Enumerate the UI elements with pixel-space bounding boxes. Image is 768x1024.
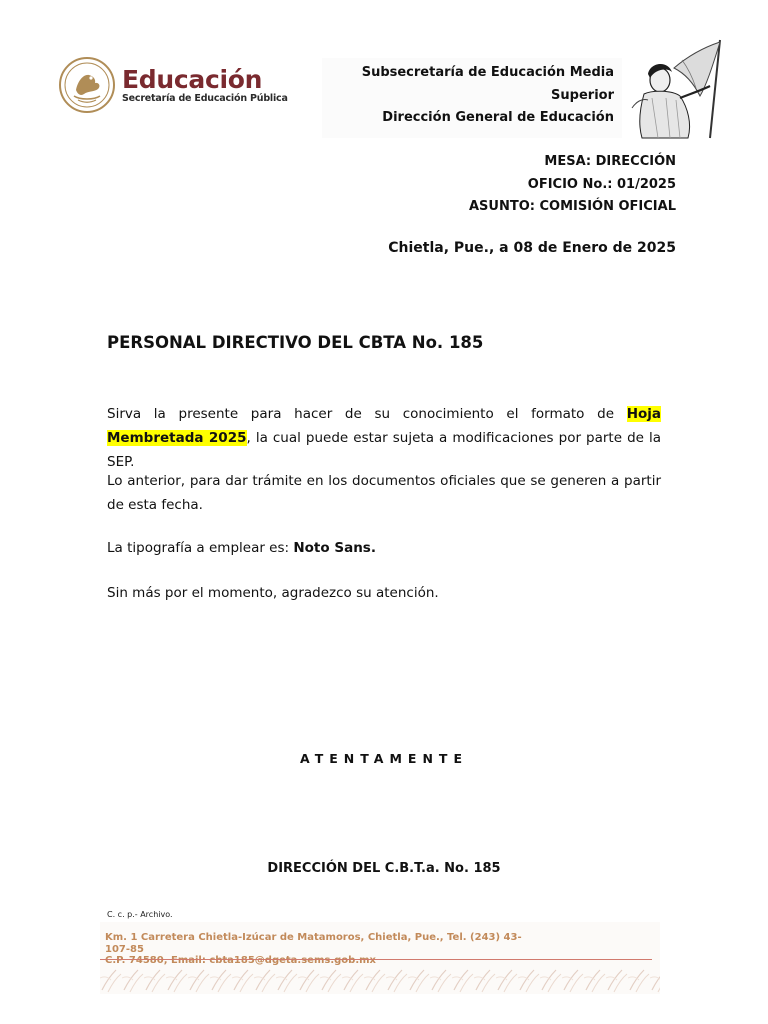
p1-highlight: Hoja Membretada 2025 <box>107 406 661 446</box>
p3-font-name: Noto Sans. <box>293 540 376 556</box>
body-paragraph-1 <box>107 402 661 474</box>
footer-divider <box>100 959 652 960</box>
subsecretaria-line-1: Subsecretaría de Educación Media <box>361 65 614 80</box>
p1-text-after: , la cual puede estar sujeta a modificaciones por parte de la SEP. <box>107 430 661 470</box>
signer-name: DIRECCIÓN DEL C.B.T.a. No. 185 <box>267 861 501 876</box>
footer-ornament-pattern <box>100 964 660 994</box>
subsecretaria-block <box>362 62 614 130</box>
mesa-line: MESA: DIRECCIÓN <box>544 154 676 169</box>
document-meta <box>469 151 676 219</box>
subsecretaria-line-2: Superior <box>551 87 614 103</box>
letterhead-header <box>0 0 768 145</box>
p3-text-before: La tipografía a emplear es: <box>107 540 294 556</box>
body-paragraph-3 <box>107 536 661 560</box>
asunto-line: ASUNTO: COMISIÓN OFICIAL <box>468 199 676 214</box>
ccp-note: C. c. p.- Archivo. <box>107 910 173 919</box>
national-seal-icon <box>58 56 116 114</box>
direccion-general-line: Dirección General de Educación <box>382 110 614 125</box>
oficio-line: OFICIO No.: 01/2025 <box>527 176 676 192</box>
document-date: Chietla, Pue., a 08 de Enero de 2025 <box>388 240 676 256</box>
recipient-heading: PERSONAL DIRECTIVO DEL CBTA No. 185 <box>107 333 484 352</box>
letterhead-footer <box>100 922 660 994</box>
logo-subtitle: Secretaría de Educación Pública <box>122 92 288 104</box>
woman-flag-illustration <box>622 38 732 142</box>
body-paragraph-4: Sin más por el momento, agradezco su atención. <box>107 585 439 601</box>
sep-logo <box>58 56 288 114</box>
closing-atentamente: ATENTAMENTE <box>300 751 468 766</box>
body-paragraph-2: Lo anterior, para dar trámite en los documentos oficiales que se generen a partir de esta fecha. <box>107 473 661 513</box>
footer-address-line-1: Km. 1 Carretera Chietla-Izúcar de Matamoros, Chietla, Pue., Tel. (243) 43-107-85 <box>105 932 522 955</box>
p1-text-before: Sirva la presente para hacer de su conocimiento el formato de <box>107 406 627 422</box>
logo-title: Educación <box>122 64 263 94</box>
